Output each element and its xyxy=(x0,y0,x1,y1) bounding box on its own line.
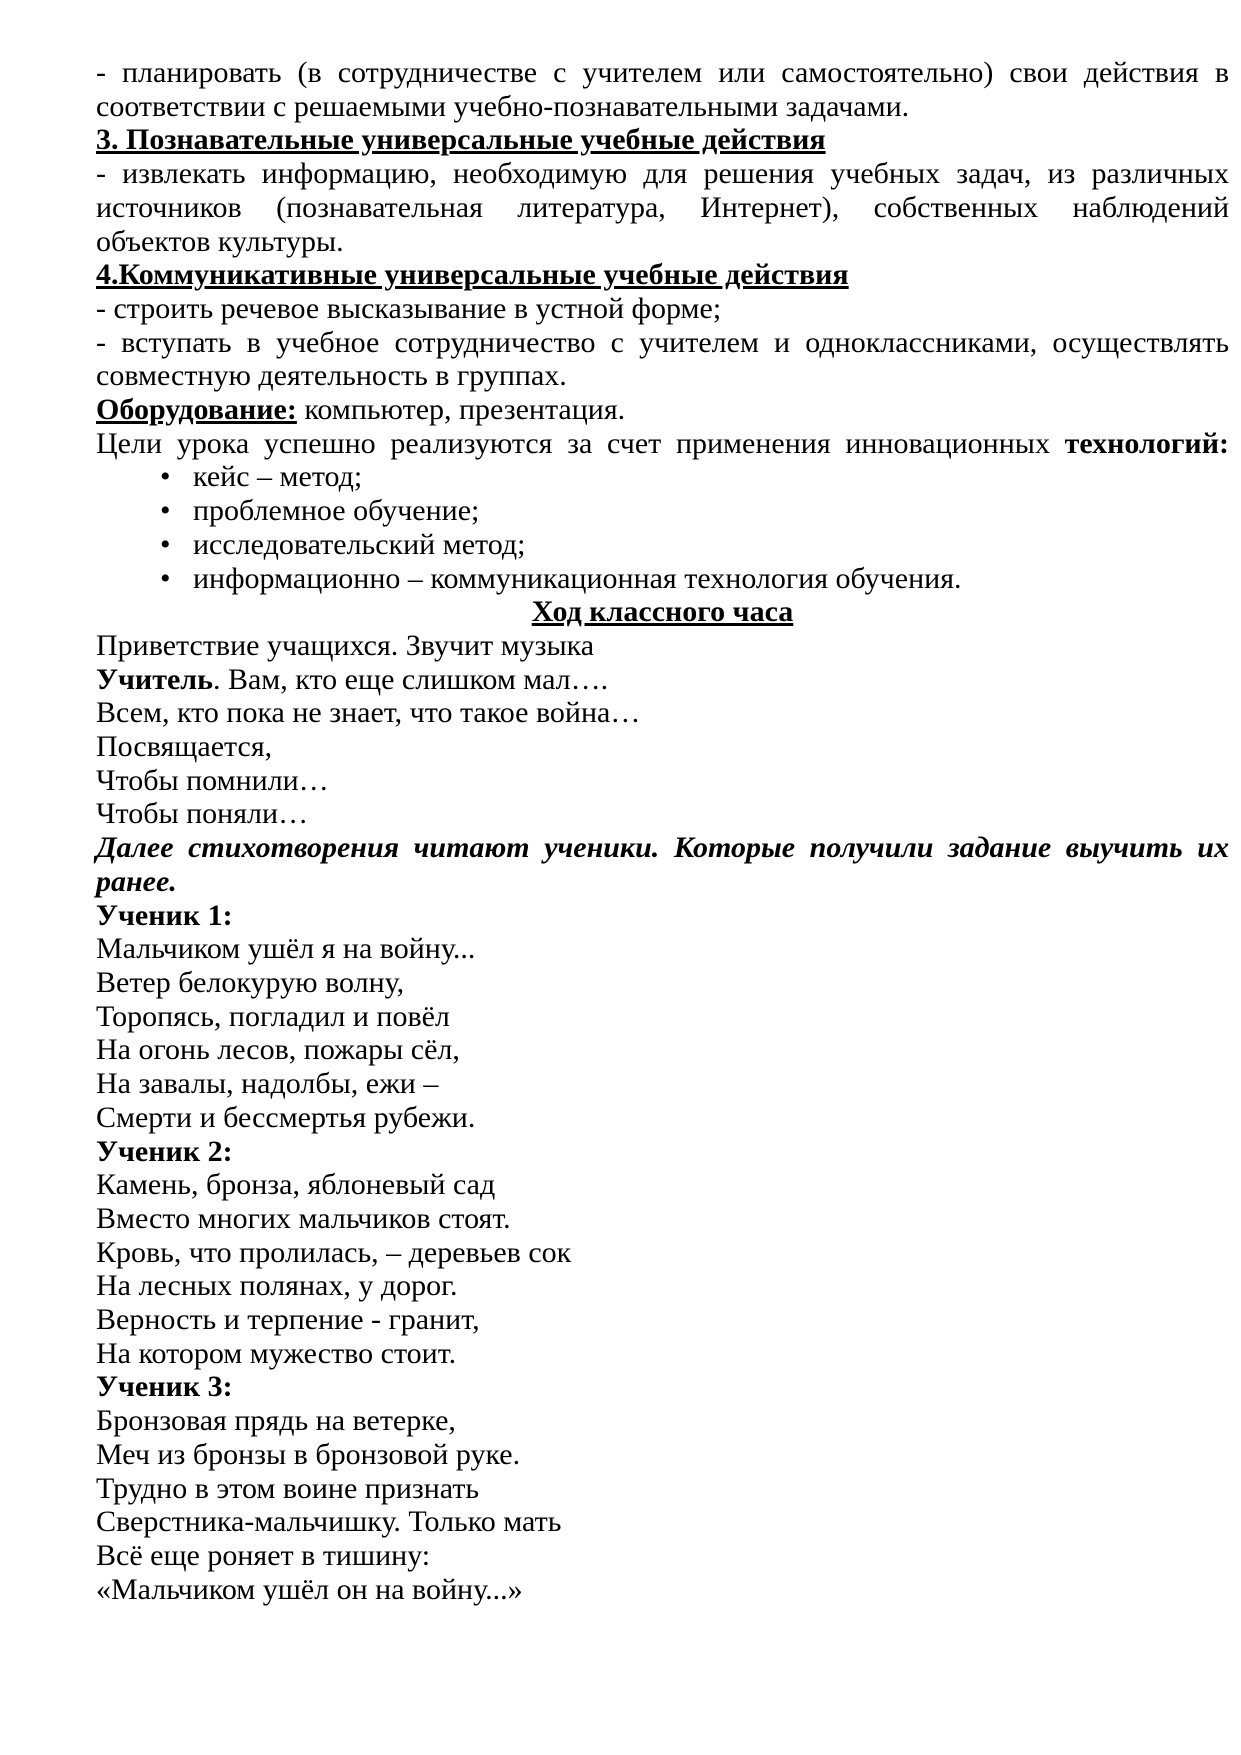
text-line xyxy=(96,1000,1229,1034)
text-segment: кейс – метод; xyxy=(193,460,363,494)
bullet-list-item xyxy=(96,528,1229,562)
text-line xyxy=(96,359,1229,393)
text-line xyxy=(96,865,1229,899)
text-line xyxy=(96,899,1229,933)
bullet-list-item xyxy=(96,460,1229,494)
text-segment: На огонь лесов, пожары сёл, xyxy=(96,1033,460,1067)
text-segment: «Мальчиком ушёл он на войну...» xyxy=(96,1572,523,1606)
text-segment: - строить речевое высказывание в устной форме; xyxy=(96,291,722,325)
text-segment: технологий: xyxy=(1064,426,1229,460)
text-segment: Цели урока успешно реализуются за счет применения инновационных xyxy=(96,426,1065,460)
text-line xyxy=(96,764,1229,798)
text-segment: информационно – коммуникационная технология обучения. xyxy=(193,561,962,595)
text-line xyxy=(96,157,1229,191)
text-segment: исследовательский метод; xyxy=(193,527,526,561)
text-segment: Чтобы помнили… xyxy=(96,763,329,797)
text-line xyxy=(96,1269,1229,1303)
text-segment: - вступать в учебное сотрудничество с учителем и одноклассниками, осуществлять xyxy=(96,325,1229,359)
text-line xyxy=(96,1101,1229,1135)
text-line xyxy=(96,191,1229,225)
text-segment: - извлекать информацию, необходимую для решения учебных задач, из различных xyxy=(96,157,1229,191)
text-segment: Оборудование: xyxy=(96,393,297,427)
text-line xyxy=(96,1505,1229,1539)
text-segment: На лесных полянах, у дорог. xyxy=(96,1269,458,1303)
bullet-list-item xyxy=(96,494,1229,528)
text-segment: Меч из бронзы в бронзовой руке. xyxy=(96,1437,521,1471)
text-line xyxy=(96,730,1229,764)
text-line xyxy=(96,1033,1229,1067)
text-line xyxy=(96,1472,1229,1506)
bullet-icon: • xyxy=(160,527,171,561)
text-segment: Ученик 2: xyxy=(96,1134,233,1168)
text-segment: Ход классного часа xyxy=(531,595,794,629)
text-line xyxy=(96,1303,1229,1337)
text-segment: Всем, кто пока не знает, что такое война… xyxy=(96,696,641,730)
bullet-icon: • xyxy=(160,494,171,528)
text-segment: Ученик 3: xyxy=(96,1370,233,1404)
text-segment: объектов культуры. xyxy=(96,224,344,258)
bullet-icon: • xyxy=(160,460,171,494)
text-segment: Чтобы поняли… xyxy=(96,797,309,831)
text-segment: Приветствие учащихся. Звучит музыка xyxy=(96,628,595,662)
text-line xyxy=(96,1202,1229,1236)
text-line xyxy=(96,292,1229,326)
text-segment: Трудно в этом воине признать xyxy=(96,1471,480,1505)
bullet-icon: • xyxy=(160,561,171,595)
text-segment: источников (познавательная литература, Интернет), собственных наблюдений xyxy=(96,190,1229,224)
text-segment: Верность и терпение - гранит, xyxy=(96,1303,480,1337)
text-segment: ранее. xyxy=(96,864,177,898)
text-line xyxy=(96,1370,1229,1404)
text-segment: Мальчиком ушёл я на войну... xyxy=(96,932,476,966)
text-line xyxy=(96,1404,1229,1438)
text-segment: соответствии с решаемыми учебно-познавательными задачами. xyxy=(96,89,910,123)
text-line xyxy=(96,1135,1229,1169)
text-line xyxy=(96,966,1229,1000)
text-segment: Далее стихотворения читают ученики. Которые получили задание выучить их xyxy=(96,831,1229,865)
text-segment: Торопясь, погладил и повёл xyxy=(96,999,450,1033)
text-line xyxy=(96,1168,1229,1202)
page-section-title xyxy=(96,595,1229,629)
text-segment: Вместо многих мальчиков стоят. xyxy=(96,1201,511,1235)
text-line xyxy=(96,56,1229,90)
text-line xyxy=(96,225,1229,259)
text-line xyxy=(96,696,1229,730)
text-segment: На котором мужество стоит. xyxy=(96,1336,457,1370)
text-line xyxy=(96,1539,1229,1573)
section-heading-line xyxy=(96,258,1229,292)
text-line xyxy=(96,1236,1229,1270)
text-line xyxy=(96,1573,1229,1607)
text-segment: Всё еще роняет в тишину: xyxy=(96,1538,431,1572)
section-heading-line xyxy=(96,123,1229,157)
text-line xyxy=(96,932,1229,966)
text-segment: Посвящается, xyxy=(96,730,273,764)
text-line xyxy=(96,1337,1229,1371)
text-segment: 4.Коммуникативные универсальные учебные действия xyxy=(96,258,849,292)
bullet-list-item xyxy=(96,562,1229,596)
text-segment: совместную деятельность в группах. xyxy=(96,359,567,393)
text-line xyxy=(96,326,1229,360)
text-line xyxy=(96,1438,1229,1472)
text-segment: Ученик 1: xyxy=(96,898,233,932)
text-line xyxy=(96,797,1229,831)
text-segment: Сверстника-мальчишку. Только мать xyxy=(96,1505,562,1539)
text-line xyxy=(96,629,1229,663)
text-line xyxy=(96,393,1229,427)
text-segment: 3. Познавательные универсальные учебные действия xyxy=(96,123,826,157)
text-segment: компьютер, презентация. xyxy=(296,393,626,427)
text-segment: На завалы, надолбы, ежи – xyxy=(96,1067,439,1101)
document-content xyxy=(96,56,1229,1606)
text-segment: Кровь, что пролилась, – деревьев сок xyxy=(96,1235,572,1269)
text-segment: - планировать (в сотрудничестве с учителем или самостоятельно) свои действия в xyxy=(96,56,1229,89)
text-line xyxy=(96,90,1229,124)
text-segment: Смерти и бессмертья рубежи. xyxy=(96,1100,476,1134)
text-line xyxy=(96,427,1229,461)
text-line xyxy=(96,831,1229,865)
text-line xyxy=(96,663,1229,697)
text-segment: Учитель xyxy=(96,662,213,696)
text-segment: проблемное обучение; xyxy=(193,494,480,528)
text-segment: . Вам, кто еще слишком мал…. xyxy=(212,662,609,696)
text-segment: Бронзовая прядь на ветерке, xyxy=(96,1404,456,1438)
text-segment: Камень, бронза, яблоневый сад xyxy=(96,1168,496,1202)
text-segment: Ветер белокурую волну, xyxy=(96,965,405,999)
text-line xyxy=(96,1067,1229,1101)
